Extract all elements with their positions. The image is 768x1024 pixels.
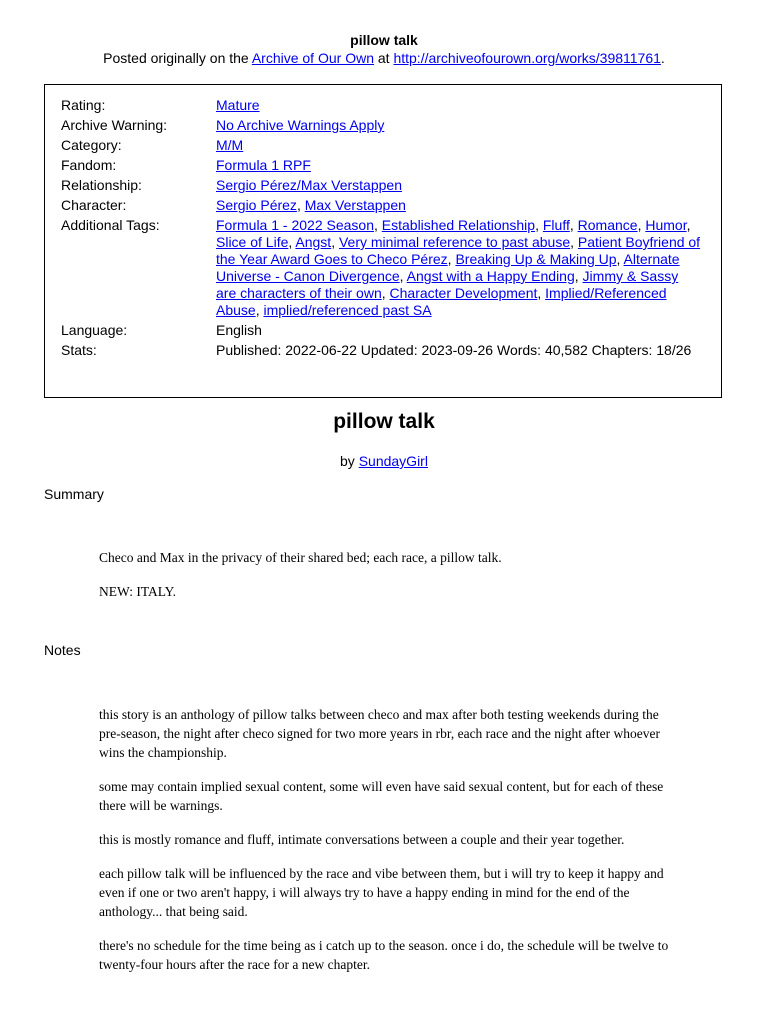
character-row: Character: Sergio Pérez, Max Verstappen: [61, 197, 701, 217]
character-link[interactable]: Sergio Pérez: [216, 197, 297, 213]
author-link[interactable]: SundayGirl: [358, 453, 428, 469]
tag-link[interactable]: Character Development: [389, 285, 538, 301]
fandom-link[interactable]: Formula 1 RPF: [216, 157, 311, 173]
tags-list: Formula 1 - 2022 Season, Established Relationship, Fluff, Romance, Humor, Slice of Life, Angst, Very minimal reference to past abuse, Patient Boyfriend of the Year Award Goes to Checo Pérez, Breaking Up & Making Up, Alternate Universe - Canon Divergence, Angst with a Happy Ending, Jimmy & Sassy are characters of their own, Character Development, Implied/Referenced Abuse, implied/referenced past SA: [216, 217, 701, 318]
category-label: Category:: [61, 137, 122, 153]
rating-link[interactable]: Mature: [216, 97, 260, 113]
fandom-row: [61, 157, 701, 177]
fandom-label: Fandom:: [61, 157, 117, 173]
stats-label: Stats:: [61, 342, 97, 358]
language-row: [61, 322, 701, 342]
stats-value: Published: 2022-06-22 Updated: 2023-09-26 Words: 40,582 Chapters: 18/26: [216, 342, 692, 358]
work-title: pillow talk: [333, 410, 435, 433]
archive-link[interactable]: Archive of Our Own: [251, 50, 374, 66]
summary-text: [99, 548, 679, 616]
tag-link[interactable]: implied/referenced past SA: [263, 302, 432, 318]
tag-link[interactable]: Romance: [577, 217, 638, 233]
tag-link[interactable]: Slice of Life: [216, 234, 289, 250]
tag-link[interactable]: Implied/Referenced Abuse: [216, 285, 667, 318]
language-label: Language:: [61, 322, 128, 338]
notes-heading: Notes: [44, 642, 81, 658]
tags-label: Additional Tags:: [61, 217, 160, 233]
relationship-link[interactable]: Sergio Pérez/Max Verstappen: [216, 177, 402, 193]
tag-link[interactable]: Formula 1 - 2022 Season: [216, 217, 374, 233]
tag-link[interactable]: Very minimal reference to past abuse: [338, 234, 571, 250]
tag-link[interactable]: Fluff: [542, 217, 570, 233]
stats-row: [61, 342, 701, 362]
byline: [0, 453, 768, 469]
notes-paragraph: some may contain implied sexual content, some will even have said sexual content, but for each of these there will be warnings.: [99, 779, 664, 813]
relationship-row: [61, 177, 701, 197]
category-row: [61, 137, 701, 157]
posted-prefix: Posted originally on the: [103, 50, 252, 66]
tag-link[interactable]: Breaking Up & Making Up: [455, 251, 617, 267]
relationship-label: Relationship:: [61, 177, 142, 193]
notes-paragraph: there's no schedule for the time being as i catch up to the season. once i do, the schedule will be twelve to twenty-four hours after the race for a new chapter.: [99, 938, 669, 972]
tag-link[interactable]: Patient Boyfriend of the Year Award Goes to Checo Pérez: [216, 234, 701, 267]
notes-paragraph: this story is an anthology of pillow talks between checo and max after both testing weekends during the pre-season, the night after checo signed for two more years in rbr, each race and the night after whoever wins the championship.: [99, 707, 660, 760]
category-link[interactable]: M/M: [216, 137, 244, 153]
character-link[interactable]: Max Verstappen: [304, 197, 406, 213]
tag-link[interactable]: Humor: [645, 217, 687, 233]
notes-paragraph: each pillow talk will be influenced by the race and vibe between them, but i will try to keep it happy and even if one or two aren't happy, i will always try to have a happy ending in mind for the end of the anthology... that being said.: [99, 866, 664, 919]
rating-row: [61, 97, 701, 117]
notes-paragraph: this is mostly romance and fluff, intimate conversations between a couple and their year together.: [99, 832, 625, 847]
warning-label: Archive Warning:: [61, 117, 168, 133]
tag-link[interactable]: Alternate Universe - Canon Divergence: [216, 251, 680, 284]
posted-originally-line: [0, 50, 768, 66]
summary-paragraph: NEW: ITALY.: [99, 584, 177, 599]
warning-row: [61, 117, 701, 137]
tag-link[interactable]: Established Relationship: [381, 217, 536, 233]
metadata-table: [61, 97, 701, 362]
character-label: Character:: [61, 197, 127, 213]
summary-heading: Summary: [44, 486, 104, 502]
rating-label: Rating:: [61, 97, 106, 113]
tag-link[interactable]: Jimmy & Sassy are characters of their own: [216, 268, 679, 301]
tags-row: [61, 217, 701, 322]
notes-text: [99, 705, 679, 989]
by-prefix: by: [340, 453, 359, 469]
work-url-link[interactable]: http://archiveofourown.org/works/39811761: [393, 50, 661, 66]
warning-link[interactable]: No Archive Warnings Apply: [216, 117, 385, 133]
tag-link[interactable]: Angst: [295, 234, 332, 250]
metadata-box: [44, 84, 722, 398]
period: .: [660, 50, 665, 66]
at-text: at: [373, 50, 394, 66]
tag-link[interactable]: Angst with a Happy Ending: [406, 268, 575, 284]
document-title: pillow talk: [350, 32, 418, 48]
language-value: English: [216, 322, 262, 338]
summary-paragraph: Checo and Max in the privacy of their shared bed; each race, a pillow talk.: [99, 550, 502, 565]
